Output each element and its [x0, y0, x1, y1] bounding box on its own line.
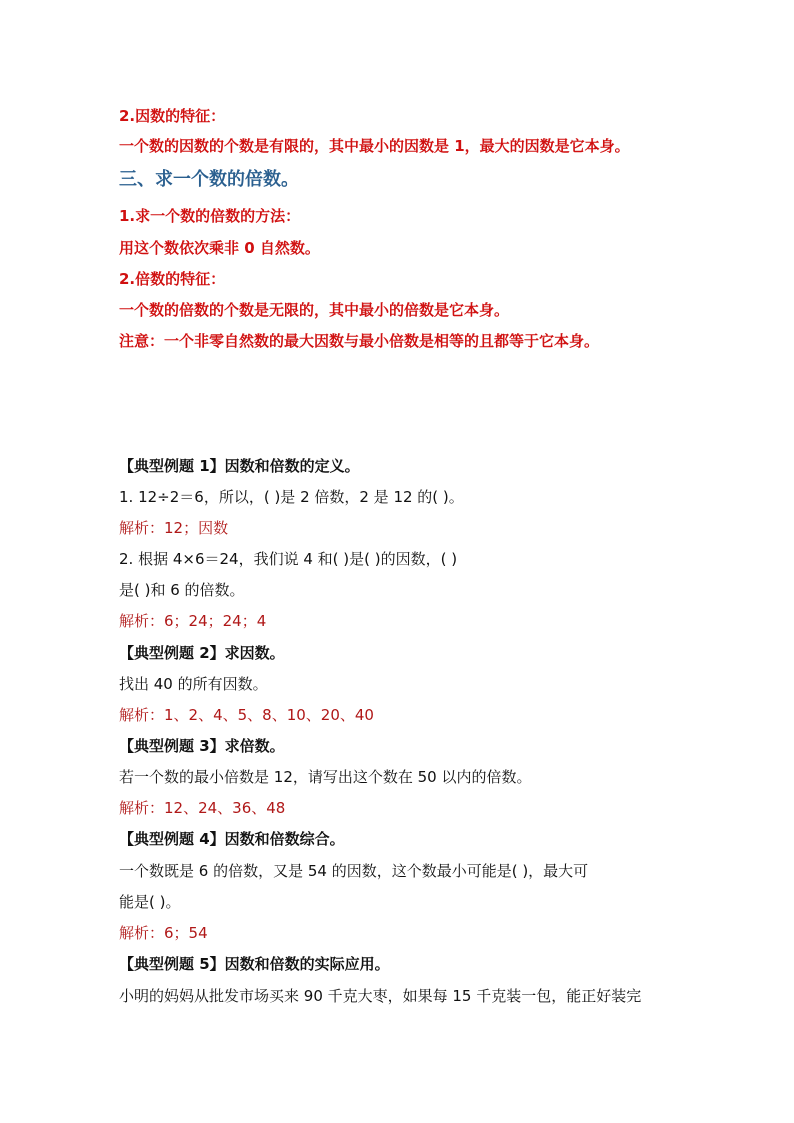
example-2-answer: 解析：1、2、4、5、8、10、20、40 [119, 706, 374, 724]
example-1-title: 【典型例题 1】因数和倍数的定义。 [119, 457, 360, 475]
factor-feature-subtitle: 2.因数的特征： [119, 107, 226, 125]
example-1-question-2-line-2: 是( )和 6 的倍数。 [119, 581, 245, 599]
note-text: 注意：一个非零自然数的最大因数与最小倍数是相等的且都等于它本身。 [119, 332, 600, 350]
example-2-title: 【典型例题 2】求因数。 [119, 644, 285, 662]
multiple-feature-title: 2.倍数的特征： [119, 270, 226, 288]
example-5-title: 【典型例题 5】因数和倍数的实际应用。 [119, 955, 390, 973]
example-2-question: 找出 40 的所有因数。 [119, 675, 268, 693]
example-3-title: 【典型例题 3】求倍数。 [119, 737, 285, 755]
example-4-question-line-1: 一个数既是 6 的倍数，又是 54 的因数，这个数最小可能是( )，最大可 [119, 862, 589, 880]
example-3-question: 若一个数的最小倍数是 12，请写出这个数在 50 以内的倍数。 [119, 768, 532, 786]
example-5-question-line-1: 小明的妈妈从批发市场买来 90 千克大枣，如果每 15 千克装一包，能正好装完 [119, 987, 642, 1005]
example-4-answer: 解析：6；54 [119, 924, 208, 942]
example-1-question-2-line-1: 2. 根据 4×6＝24，我们说 4 和( )是( )的因数，( ) [119, 550, 458, 568]
multiple-method-text: 用这个数依次乘非 0 自然数。 [119, 239, 320, 257]
multiple-method-title: 1.求一个数的倍数的方法： [119, 207, 301, 225]
multiple-feature-text: 一个数的倍数的个数是无限的，其中最小的倍数是它本身。 [119, 301, 510, 319]
example-1-answer-1: 解析：12；因数 [119, 519, 229, 537]
example-4-question-line-2: 能是( )。 [119, 893, 181, 911]
example-1-question-1: 1. 12÷2＝6，所以，( )是 2 倍数，2 是 12 的( )。 [119, 488, 464, 506]
example-4-title: 【典型例题 4】因数和倍数综合。 [119, 830, 345, 848]
section-heading-multiples: 三、求一个数的倍数。 [119, 169, 299, 190]
example-1-answer-2: 解析：6；24；24；4 [119, 612, 267, 630]
example-3-answer: 解析：12、24、36、48 [119, 799, 286, 817]
factor-feature-text: 一个数的因数的个数是有限的，其中最小的因数是 1，最大的因数是它本身。 [119, 137, 630, 155]
